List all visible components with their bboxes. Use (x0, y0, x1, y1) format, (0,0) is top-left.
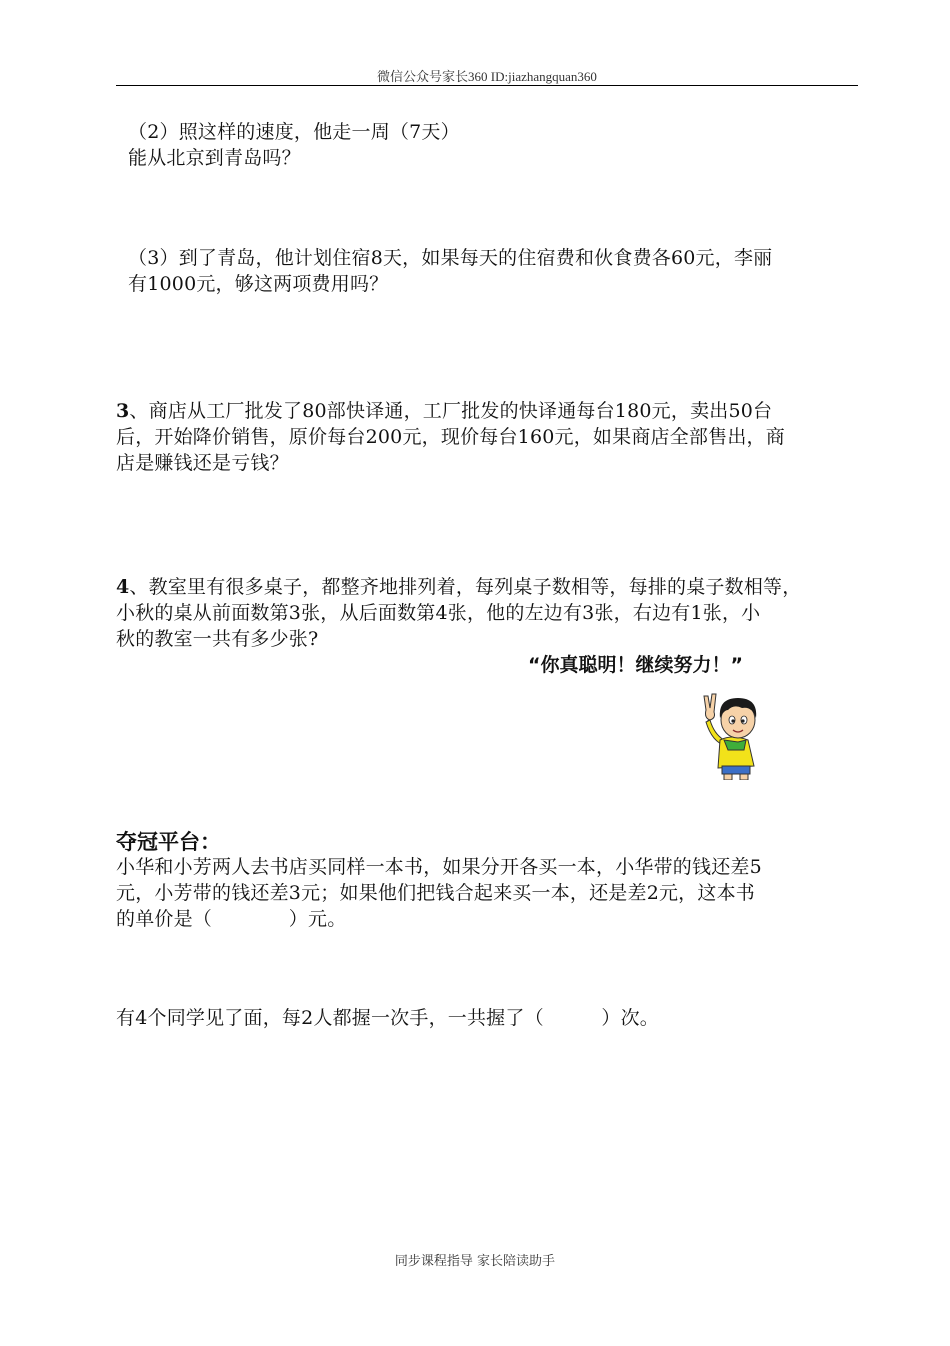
challenge-q2-line: 有4个同学见了面，每2人都握一次手，一共握了（ ）次。 (116, 1007, 659, 1029)
challenge-question-1 (116, 854, 762, 932)
q2-line-2: 能从北京到青岛吗？ (128, 147, 301, 169)
cartoon-boy-illustration (698, 688, 768, 780)
problem-4-line-2: 小秋的桌从前面数第3张，从后面数第4张，他的左边有3张，右边有1张，小 (116, 602, 761, 624)
problem-3-line-2: 后，开始降价销售，原价每台200元，现价每台160元，如果商店全部售出，商 (116, 426, 785, 448)
question-2-3 (128, 245, 772, 297)
challenge-title: 夺冠平台： (116, 830, 221, 854)
challenge-question-2 (116, 1005, 659, 1031)
page-header: 微信公众号家长360 ID:jiazhangquan360 (377, 69, 597, 84)
problem-3-line-1: 、商店从工厂批发了80部快译通，工厂批发的快译通每台180元，卖出50台 (129, 400, 773, 422)
question-2-2 (128, 119, 460, 171)
challenge-q1-line-3: 的单价是（ ）元。 (116, 908, 347, 930)
problem-4-line-1: 、教室里有很多桌子，都整齐地排列着，每列桌子数相等，每排的桌子数相等， (129, 576, 802, 598)
problem-4-number: 4 (116, 576, 130, 598)
problem-3-line-3: 店是赚钱还是亏钱？ (116, 452, 289, 474)
problem-4 (116, 574, 801, 652)
q2-line-1: （2）照这样的速度，他走一周（7天） (128, 121, 460, 143)
praise-text: “你真聪明！继续努力！” (528, 654, 743, 676)
problem-4-line-3: 秋的教室一共有多少张? (116, 628, 319, 650)
problem-3-number: 3 (116, 400, 130, 422)
q3-line-2: 有1000元，够这两项费用吗？ (128, 273, 389, 295)
header-divider (116, 85, 858, 86)
problem-3 (116, 398, 785, 476)
page-footer: 同步课程指导 家长陪读助手 (394, 1254, 556, 1269)
challenge-q1-line-2: 元，小芳带的钱还差3元；如果他们把钱合起来买一本，还是差2元，这本书 (116, 882, 755, 904)
challenge-q1-line-1: 小华和小芳两人去书店买同样一本书，如果分开各买一本，小华带的钱还差5 (116, 856, 762, 878)
q3-line-1: （3）到了青岛，他计划住宿8天，如果每天的住宿费和伙食费各60元，李丽 (128, 247, 773, 269)
